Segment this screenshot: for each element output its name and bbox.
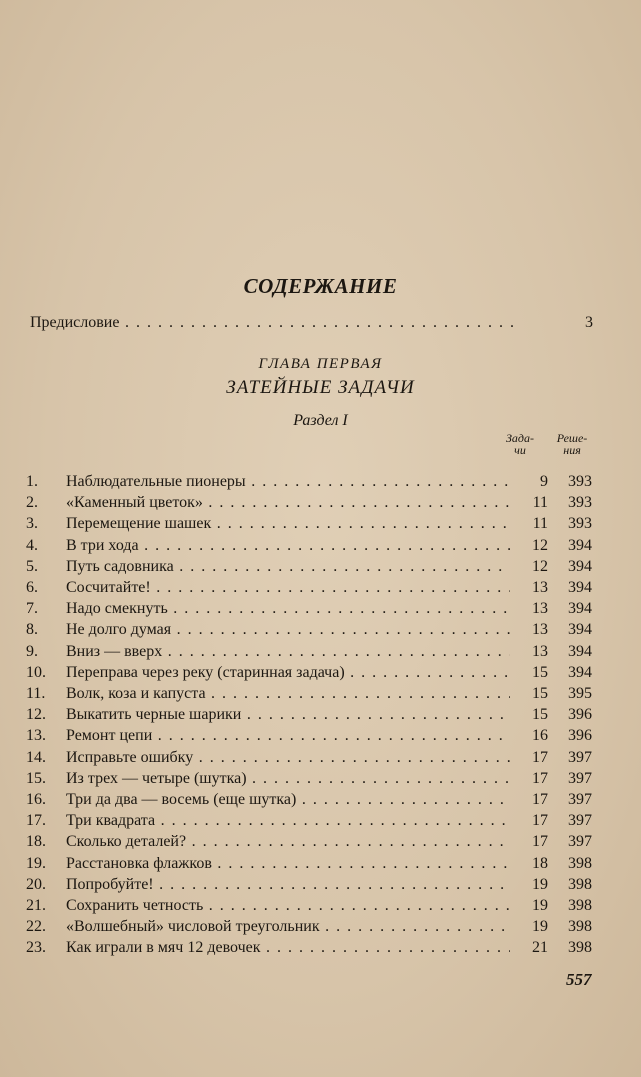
toc-entry-task-page: 17 [532, 833, 548, 851]
toc-entry-solution-page: 398 [568, 854, 592, 872]
toc-entry-task-page: 13 [532, 621, 548, 639]
column-header-solutions [548, 432, 596, 456]
toc-entry[interactable] [26, 494, 592, 515]
toc-entry-title-leader [26, 897, 510, 918]
toc-entry-task-page: 17 [532, 812, 548, 830]
toc-entry-solution-page: 397 [568, 748, 592, 766]
toc-entry-number: 7. [26, 600, 38, 618]
column-header-solutions-line2: ния [563, 443, 581, 457]
toc-entry-title-leader [26, 833, 510, 854]
toc-entry-solution-page: 395 [568, 685, 592, 702]
toc-entry-task-page: 13 [532, 600, 548, 618]
toc-entry[interactable] [26, 515, 592, 536]
toc-entry-solution-page: 394 [568, 536, 592, 554]
toc-entry-number: 10. [26, 663, 46, 681]
toc-entry-number: 3. [26, 515, 38, 533]
toc-entry-title: Как играли в мяч 12 девочек [66, 939, 261, 957]
toc-entry-title-leader [26, 494, 510, 515]
toc-entry[interactable] [26, 643, 592, 664]
toc-entry-title-leader [26, 749, 510, 770]
toc-entry[interactable] [26, 918, 592, 939]
toc-entry-solution-page: 396 [568, 706, 592, 724]
toc-entry-number: 17. [26, 812, 46, 830]
toc-entry[interactable] [26, 833, 592, 854]
toc-entry-task-page: 19 [532, 875, 548, 893]
toc-entry-number: 14. [26, 748, 46, 766]
toc-entry-task-page: 13 [532, 579, 548, 596]
toc-entry-task-page: 19 [532, 897, 548, 914]
toc-entry[interactable] [26, 685, 592, 706]
toc-entry[interactable] [26, 897, 592, 918]
toc-entry-task-page: 11 [532, 515, 548, 533]
toc-entry-number: 9. [26, 642, 38, 660]
toc-entry-title: Сосчитайте! [66, 579, 151, 596]
toc-entry-solution-page: 398 [568, 897, 592, 914]
toc-entry-title-leader [26, 939, 510, 960]
toc-entry-number: 4. [26, 536, 38, 554]
toc-entry-number: 15. [26, 769, 46, 787]
toc-entry-title-leader [26, 643, 510, 664]
toc-entry-title: Сохранить четность [66, 897, 204, 914]
toc-entry-task-page: 19 [532, 918, 548, 936]
toc-entry[interactable] [26, 473, 592, 494]
toc-entry-title-leader [26, 770, 510, 791]
toc-entry-task-page: 12 [532, 536, 548, 554]
toc-entry-title-leader [26, 791, 510, 812]
column-header-tasks [496, 432, 544, 456]
column-header-tasks-line1: Зада- [505, 431, 534, 445]
toc-entry-task-page: 13 [532, 642, 548, 660]
toc-entry-task-page: 18 [532, 854, 548, 872]
toc-entry-title: «Каменный цветок» [66, 494, 203, 512]
toc-entry-task-page: 11 [532, 494, 548, 512]
toc-entry-task-page: 16 [532, 727, 548, 745]
toc-entry-task-page: 9 [540, 473, 548, 490]
toc-entry-task-page: 15 [532, 706, 548, 724]
toc-entry-task-page: 17 [532, 769, 548, 787]
toc-entry-solution-page: 393 [568, 515, 592, 533]
chapter-title: ЗАТЕЙНЫЕ ЗАДАЧИ [226, 377, 415, 398]
toc-entry-task-page: 15 [532, 663, 548, 681]
page-number: 557 [566, 970, 592, 989]
toc-entry[interactable] [26, 770, 592, 791]
toc-entry-title: Ремонт цепи [66, 727, 153, 745]
toc-entry-solution-page: 396 [568, 727, 592, 745]
toc-entry-title-leader [26, 621, 510, 642]
toc-entry-title-leader [26, 812, 510, 833]
toc-entry-number: 13. [26, 727, 46, 745]
toc-entry-title: Из трех — четыре (шутка) [66, 769, 247, 787]
toc-entry-title: Надо смекнуть [66, 600, 168, 618]
toc-entry-task-page: 21 [532, 939, 548, 957]
toc-entry-title: «Волшебный» числовой треугольник [66, 918, 320, 936]
preface-title-leader [30, 314, 513, 335]
section-title: Раздел I [293, 412, 348, 429]
toc-entry-number: 12. [26, 706, 46, 724]
toc-entry-title-leader [26, 706, 510, 727]
toc-entry[interactable] [26, 537, 592, 558]
toc-entry[interactable] [26, 749, 592, 770]
toc-entry-title: Перемещение шашек [66, 515, 212, 533]
toc-entry-task-page: 12 [532, 557, 548, 575]
toc-entry[interactable] [26, 706, 592, 727]
toc-entry-title: Наблюдательные пионеры [66, 473, 246, 490]
toc-entry-number: 16. [26, 791, 46, 808]
toc-entry-number: 11. [26, 685, 46, 702]
toc-entry-task-page: 17 [532, 748, 548, 766]
toc-entry-solution-page: 397 [568, 769, 592, 787]
toc-entry-title-leader [26, 876, 510, 897]
toc-entry[interactable] [26, 727, 592, 748]
toc-entry-title: Расстановка флажков [66, 854, 212, 872]
toc-entry-solution-page: 397 [568, 812, 592, 830]
toc-entry-solution-page: 398 [568, 918, 592, 936]
toc-entry-number: 22. [26, 918, 46, 936]
toc-entry-title: Попробуйте! [66, 875, 154, 893]
toc-entry-title-leader [26, 918, 510, 939]
toc-entry-task-page: 15 [532, 685, 548, 702]
toc-entry[interactable] [26, 812, 592, 833]
toc-entry-title: Не долго думая [66, 621, 172, 639]
toc-entry[interactable] [26, 664, 592, 685]
toc-entry-solution-page: 393 [568, 494, 592, 512]
toc-entry-number: 2. [26, 494, 38, 512]
toc-entry-solution-page: 394 [568, 579, 592, 596]
toc-entry[interactable] [26, 855, 592, 876]
toc-entry[interactable] [26, 621, 592, 642]
toc-entry-title-leader [26, 558, 510, 579]
toc-entry-title-leader [26, 664, 510, 685]
toc-entry[interactable] [26, 600, 592, 621]
toc-entry-number: 18. [26, 833, 46, 851]
toc-entry-title: Волк, коза и капуста [66, 685, 206, 702]
toc-entry[interactable] [26, 579, 592, 600]
toc-entry-title: Вниз — вверх [66, 642, 163, 660]
toc-entry-solution-page: 397 [568, 833, 592, 851]
toc-entry-title: Путь садовника [66, 557, 174, 575]
page-title: СОДЕРЖАНИЕ [243, 274, 398, 298]
toc-entry-number: 1. [26, 473, 38, 490]
toc-entry-title-leader [26, 515, 510, 536]
toc-entry-solution-page: 393 [568, 473, 592, 490]
column-header-tasks-line2: чи [514, 443, 526, 457]
toc-entry-title-leader [26, 473, 510, 494]
toc-entry-solution-page: 398 [568, 939, 592, 957]
toc-entry-title-leader [26, 600, 510, 621]
toc-entry-solution-page: 394 [568, 642, 592, 660]
toc-entry-solution-page: 394 [568, 600, 592, 618]
toc-entry-number: 23. [26, 939, 46, 957]
preface-page: 3 [585, 314, 593, 331]
toc-entry-solution-page: 394 [568, 557, 592, 575]
toc-entry[interactable] [26, 939, 592, 960]
toc-entry-title: Три квадрата [66, 812, 156, 830]
toc-entry-number: 5. [26, 557, 38, 575]
toc-entry-number: 6. [26, 579, 38, 596]
toc-entry-title-leader [26, 727, 510, 748]
toc-entry-title-leader [26, 685, 510, 706]
toc-entry-solution-page: 394 [568, 663, 592, 681]
toc-entry-title: Переправа через реку (старинная задача) [66, 663, 345, 681]
toc-entry-number: 20. [26, 875, 46, 893]
preface-title: Предисловие [30, 314, 120, 331]
toc-entry-title-leader [26, 855, 510, 876]
toc-entry-number: 21. [26, 897, 46, 914]
toc-entry-number: 8. [26, 621, 38, 639]
toc-entry-solution-page: 397 [568, 791, 592, 808]
toc-entry-solution-page: 398 [568, 875, 592, 893]
toc-entry-title: Исправьте ошибку [66, 748, 194, 766]
toc-entry-task-page: 17 [532, 791, 548, 808]
toc-entry-title: Три да два — восемь (еще шутка) [66, 791, 297, 808]
toc-entry-title-leader [26, 579, 510, 600]
toc-entry-number: 19. [26, 854, 46, 872]
toc-entry-solution-page: 394 [568, 621, 592, 639]
toc-entry[interactable] [26, 791, 592, 812]
toc-entry-title: Выкатить черные шарики [66, 706, 242, 724]
toc-entry-title: Сколько деталей? [66, 833, 187, 851]
chapter-label: ГЛАВА ПЕРВАЯ [258, 356, 383, 372]
toc-entry-title: В три хода [66, 536, 139, 554]
column-header-solutions-line1: Реше- [556, 431, 588, 445]
toc-entry[interactable] [26, 558, 592, 579]
toc-entry[interactable] [26, 876, 592, 897]
toc-entry-title-leader [26, 537, 510, 558]
